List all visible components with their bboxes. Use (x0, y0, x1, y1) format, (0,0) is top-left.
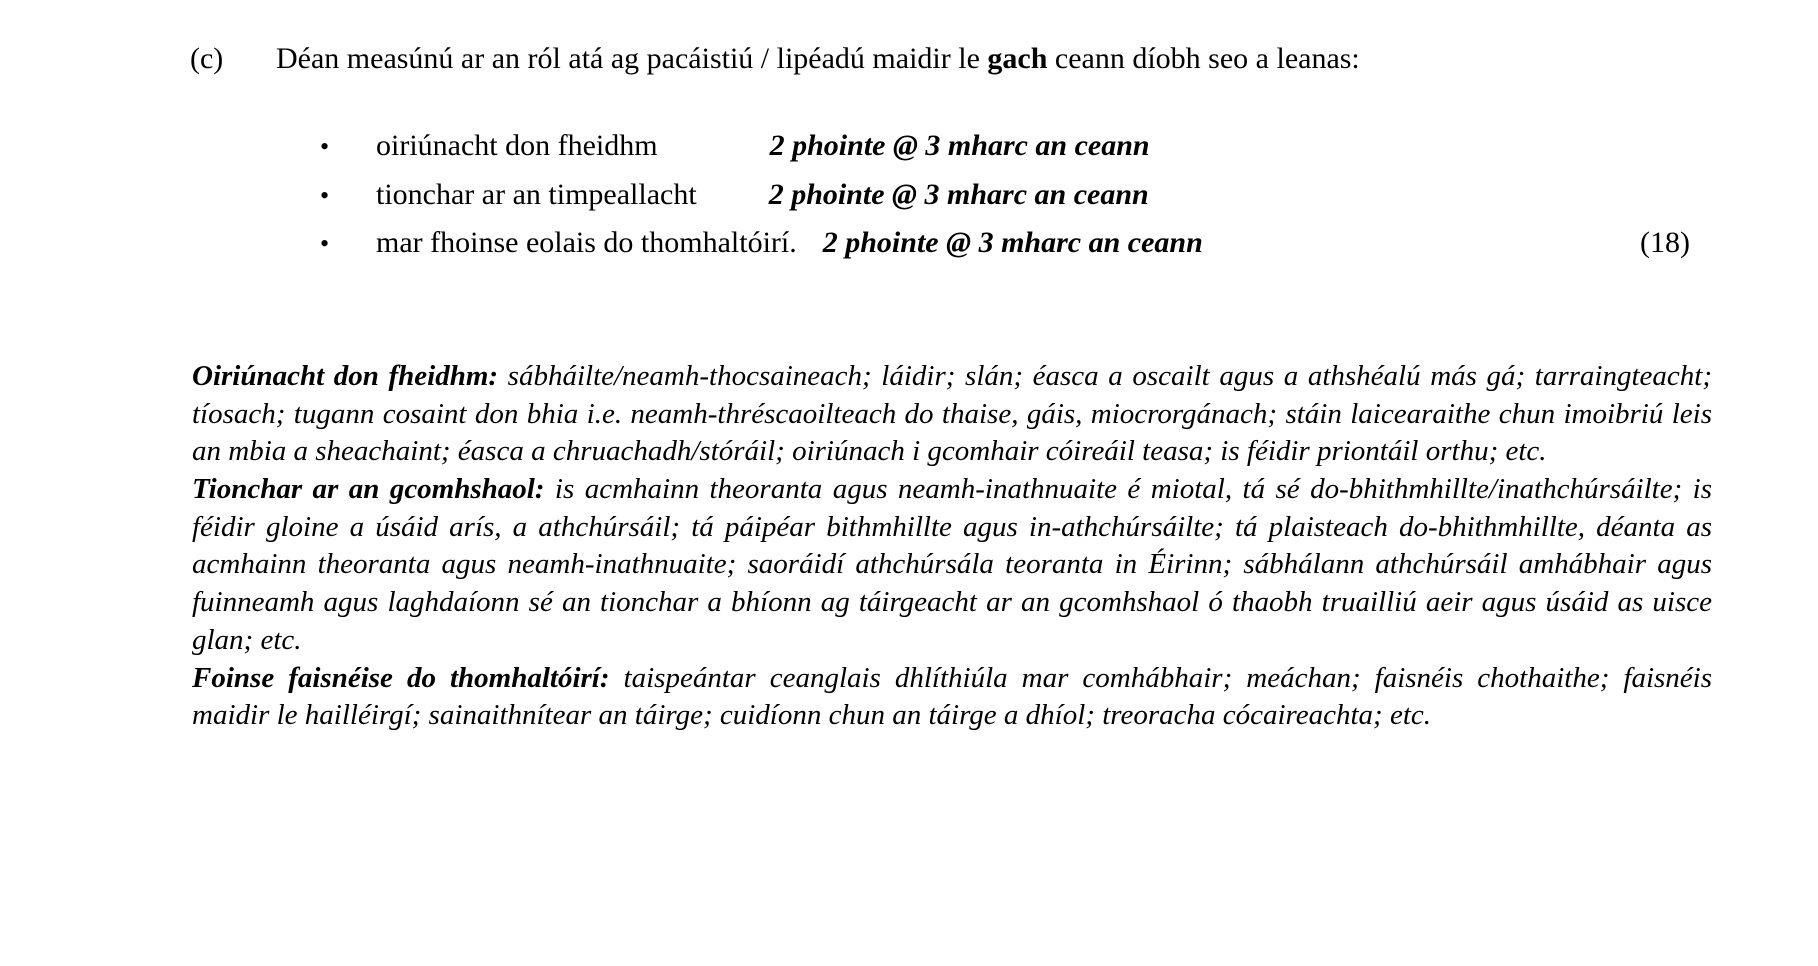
bullet-icon: • (320, 229, 330, 259)
list-item-marks: 2 phointe @ 3 mharc an ceann (768, 177, 1149, 211)
bullet-icon: • (320, 180, 330, 210)
list-item-total: (18) (1640, 226, 1690, 260)
list-item-marks: 2 phointe @ 3 mharc an ceann (822, 226, 1203, 260)
answer-body-suitability: sábháilte/neamh-thocsaineach; láidir; slán; éasca a oscailt agus a athshéalú más gá; tarraingteacht; tíosach; tugann cosaint don bhia i.e. neamh-thréscaoilteach do thaise, gáis, miocrorgánach; stáin laicearaithe chun imoibriú leis an mbia a sheachaint; éasca a chruachadh/stóráil; oiriúnach i gcomhair cóireáil teasa; is féidir priontáil orthu; etc. (192, 360, 1712, 468)
question-label: (c) (190, 42, 224, 75)
question-text-part1: Déan measúnú ar an ról atá ag pacáistiú / lipéadú maidir le (276, 42, 988, 75)
answer-body-information: taispeántar ceanglais dhlíthiúla mar comhábhair; meáchan; faisnéis chothaithe; faisnéis maidir le hailléirgí; sainaithnítear an táirge; cuidíonn chun an táirge a dhíol; treoracha cócaireachta; etc. (192, 661, 1712, 732)
list-item-label: mar fhoinse eolais do thomhaltóirí. (376, 226, 797, 260)
list-item (320, 122, 1718, 171)
question-c (190, 40, 1698, 78)
list-item-label: tionchar ar an timpeallacht (376, 177, 697, 211)
answer-paragraph-suitability (192, 358, 1712, 471)
answer-heading-information: Foinse faisnéise do thomhaltóirí: (192, 661, 610, 694)
answer-block (192, 358, 1712, 735)
list-item (320, 171, 1718, 220)
bullet-list (320, 122, 1718, 268)
list-item (320, 219, 1718, 268)
answer-paragraph-environment (192, 471, 1712, 659)
question-emphasis-word: gach (987, 42, 1048, 75)
bullet-icon: • (320, 132, 330, 161)
question-text-part2: ceann díobh seo a leanas: (1047, 42, 1360, 75)
answer-heading-environment: Tionchar ar an gcomhshaol: (192, 473, 545, 506)
list-item-marks: 2 phointe @ 3 mharc an ceann (769, 129, 1150, 162)
answer-body-environment: is acmhainn theoranta agus neamh-inathnuaite é miotal, tá sé do-bhithmhillte/inathchúrsáilte; is féidir gloine a úsáid arís, a athchúrsáil; tá páipéar bithmhillte agus in-athchúrsáilte; tá plaisteach do-bhithmhillte, déanta as acmhainn theoranta agus neamh-inathnuaite; saoráidí athchúrsála teoranta in Éirinn; sábhálann athchúrsáil amhábhair agus fuinneamh agus laghdaíonn sé an tionchar a bhíonn ag táirgeacht ar an gcomhshaol ó thaobh truailliú aeir agus úsáid as uisce glan; etc. (192, 473, 1712, 656)
question-text (276, 40, 1698, 78)
list-item-label: oiriúnacht don fheidhm (376, 129, 658, 162)
answer-heading-suitability: Oiriúnacht don fheidhm: (192, 360, 499, 392)
answer-paragraph-information (192, 660, 1712, 735)
